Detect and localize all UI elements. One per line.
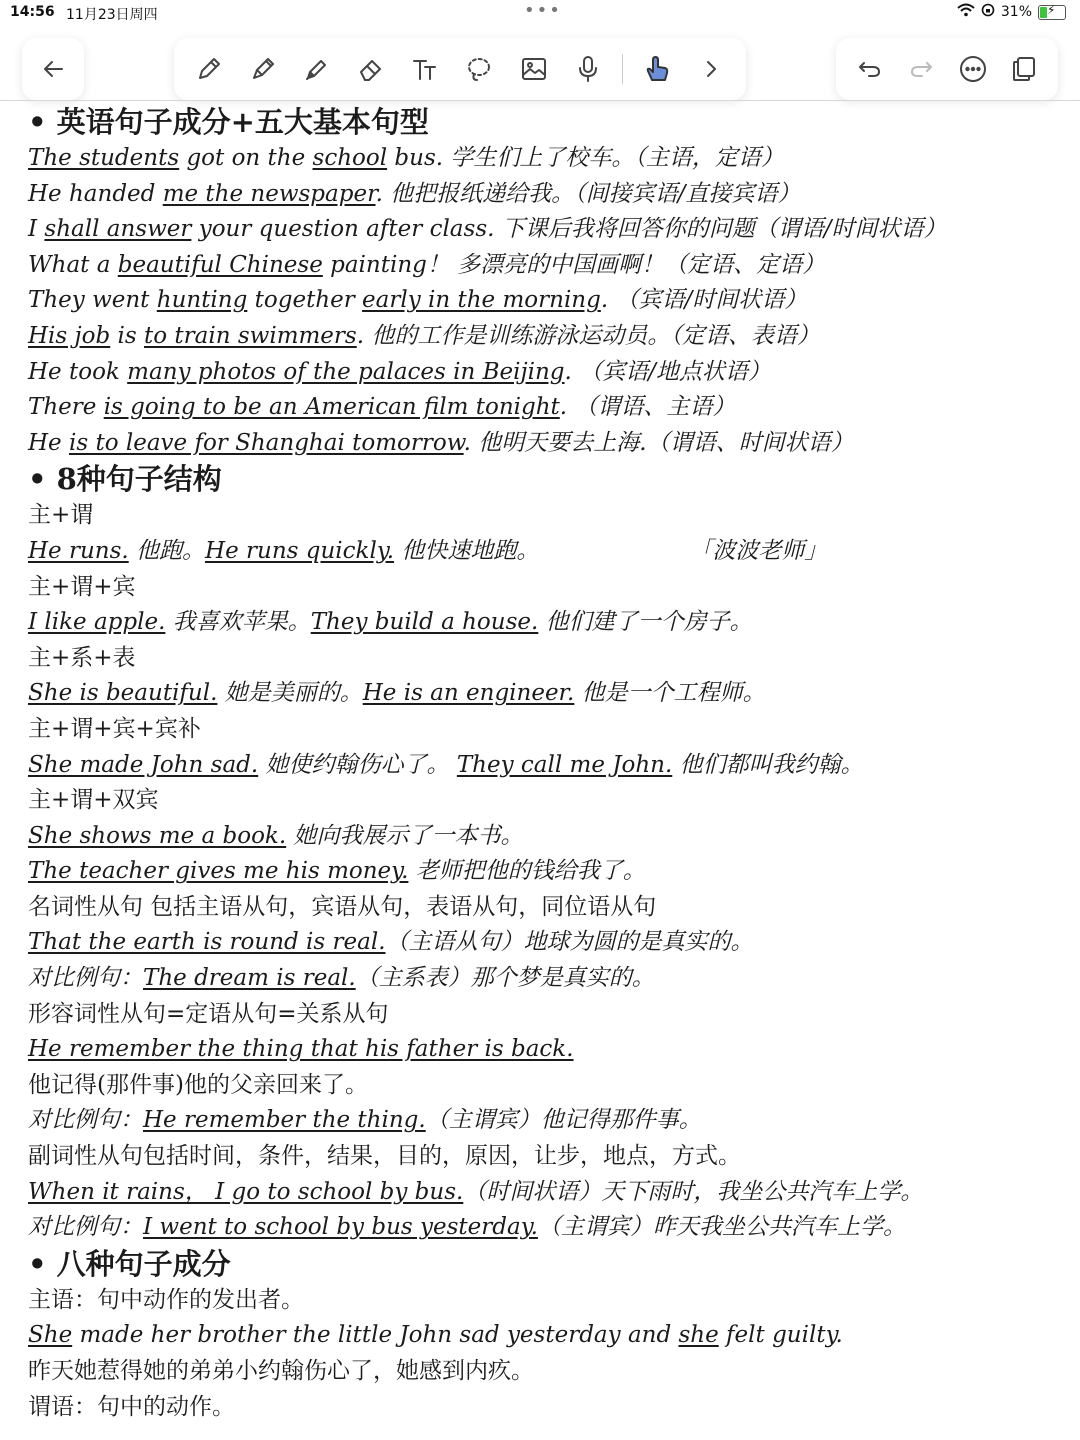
eraser-icon[interactable] [351, 49, 391, 89]
note-text: 主语：句中动作的发出者。 [28, 1286, 304, 1313]
note-line [28, 141, 1068, 177]
hand-touch-icon[interactable] [637, 49, 677, 89]
note-text: 主+谓+双宾 [28, 787, 159, 814]
note-text: （主语从句）地球为圆的是真实的。 [385, 929, 754, 956]
note-text: 对比例句： [28, 1214, 143, 1241]
drawing-tools-toolbar [174, 38, 746, 100]
note-text: He took [28, 358, 128, 385]
note-text: together [247, 287, 363, 314]
battery-icon [1038, 2, 1066, 20]
charging-bolt-icon: ⚡ [1047, 2, 1056, 17]
toolbar-separator [622, 54, 623, 84]
note-line [28, 1283, 1068, 1319]
note-line [28, 1318, 1068, 1354]
note-line [28, 961, 1068, 997]
note-line [28, 1068, 1068, 1104]
note-text: 主+系+表 [28, 644, 136, 671]
note-line [28, 783, 1068, 819]
note-line [28, 854, 1068, 890]
note-line [28, 1210, 1068, 1246]
underlined-text: I like apple. [28, 609, 166, 636]
note-text: • 八种句子成分 [28, 1246, 231, 1281]
status-right [957, 3, 1066, 21]
underlined-text: She shows me a book. [28, 822, 287, 849]
note-line [28, 283, 1068, 319]
note-line [28, 1032, 1068, 1068]
note-text: 她向我展示了一本书。 [286, 822, 524, 849]
note-text: 名词性从句 包括主语从句，宾语从句，表语从句，同位语从句 [28, 893, 657, 920]
note-line [28, 641, 1068, 677]
microphone-icon[interactable] [568, 49, 608, 89]
note-line [28, 890, 1068, 926]
note-line [28, 605, 1068, 641]
undo-icon[interactable] [850, 49, 890, 89]
underlined-text: She is beautiful. [28, 680, 218, 707]
note-text: bus. 学生们上了校车。（主语，定语） [387, 145, 784, 171]
note-text: made her brother the little John sad yesterday and [72, 1322, 679, 1349]
note-line [28, 997, 1068, 1033]
note-text: . 他把报纸递给我。（间接宾语/直接宾语） [375, 180, 801, 207]
note-text: . （谓语、主语） [559, 394, 736, 421]
note-text: • 英语句子成分+五大基本句型 [28, 105, 429, 139]
note-text: （主谓宾）他记得那件事。 [425, 1107, 702, 1134]
note-text: 他快速地跑。 [394, 537, 540, 564]
pencil-icon[interactable] [189, 49, 229, 89]
note-line [28, 319, 1068, 355]
note-text: They went [28, 287, 157, 314]
note-line [28, 748, 1068, 784]
note-line [28, 177, 1068, 213]
note-line [28, 390, 1068, 426]
highlighter-icon[interactable] [297, 49, 337, 89]
multitasking-dots-icon[interactable]: ••• [524, 0, 562, 21]
underlined-text: I went to school by bus yesterday. [143, 1214, 538, 1241]
note-text: painting！ 多漂亮的中国画啊！（定语、定语） [322, 251, 826, 278]
lasso-icon[interactable] [459, 49, 499, 89]
chevron-right-icon[interactable] [691, 49, 731, 89]
note-text: He [28, 429, 69, 456]
underlined-text: He runs quickly. [205, 537, 395, 564]
note-line [28, 1139, 1068, 1175]
note-text: 她使约翰伤心了。 [258, 751, 457, 778]
underlined-text: He runs. [28, 537, 129, 564]
underlined-text: to train swimmers [144, 322, 357, 349]
note-line [28, 570, 1068, 606]
note-line [28, 355, 1068, 391]
note-text: 他跑。 [128, 537, 206, 564]
note-text: . （宾语/时间状语） [600, 287, 808, 314]
note-text: 他是一个工程师。 [574, 680, 766, 707]
underlined-text: He is an engineer. [362, 680, 575, 707]
underlined-text: early in the morning [362, 287, 601, 314]
note-text: 他们都叫我约翰。 [672, 751, 864, 778]
underlined-text: When it rains， I go to school by bus. [28, 1178, 464, 1205]
note-text: （主谓宾）昨天我坐公共汽车上学。 [537, 1214, 906, 1241]
note-text: 老师把他的钱给我了。 [408, 858, 646, 885]
battery-percent: 31% [1000, 4, 1032, 20]
note-text: 主+谓 [28, 502, 94, 529]
note-text: 昨天她惹得她的弟弟小约翰伤心了，她感到内疚。 [28, 1358, 534, 1384]
note-text: （主系表）那个梦是真实的。 [355, 965, 655, 992]
note-line [28, 248, 1068, 284]
underlined-text: me the newspaper [162, 180, 376, 207]
note-line [28, 498, 1068, 534]
note-text: 对比例句： [28, 965, 143, 992]
underlined-text: He remember the thing that his father is back. [28, 1036, 574, 1063]
note-line [28, 1103, 1068, 1139]
handwritten-note[interactable] [28, 104, 1068, 1425]
underlined-text: They build a house. [310, 609, 539, 636]
arrow-left-icon[interactable] [33, 49, 73, 89]
note-line [28, 426, 1068, 462]
underlined-text: hunting [156, 287, 248, 314]
note-text: 他记得(那件事)他的父亲回来了。 [28, 1071, 368, 1098]
status-bar [0, 0, 1080, 28]
note-text: • 8种句子结构 [28, 462, 222, 497]
note-line [28, 1390, 1068, 1426]
note-text: . 他明天要去上海.（谓语、时间状语） [463, 429, 854, 456]
note-text: I [28, 216, 45, 243]
note-text: 她是美丽的。 [217, 680, 363, 707]
note-text: . （宾语/地点状语） [564, 358, 771, 385]
underlined-text: He remember the thing. [143, 1107, 426, 1134]
note-text: What a [28, 251, 118, 278]
underlined-text: The students [28, 145, 180, 171]
note-text: （时间状语）天下雨时，我坐公共汽车上学。 [463, 1178, 924, 1205]
underlined-text: His job [28, 322, 111, 349]
note-text: He handed [28, 180, 163, 207]
note-line [28, 1354, 1068, 1390]
note-line [28, 925, 1068, 961]
note-text: . 他的工作是训练游泳运动员。（定语、表语） [356, 322, 820, 349]
note-text: 他们建了一个房子。 [538, 609, 753, 636]
underlined-text: shall answer [44, 216, 192, 243]
note-text: 主+谓+宾 [28, 573, 136, 600]
redo-icon[interactable] [901, 49, 941, 89]
underlined-text: The teacher gives me his money. [28, 858, 409, 885]
underlined-text: many photos of the palaces in Beijing [127, 358, 565, 385]
battery-fill [1040, 7, 1047, 18]
pages-icon[interactable] [1004, 49, 1044, 89]
section-heading [28, 1246, 1068, 1283]
text-tool-icon[interactable] [405, 49, 445, 89]
note-text: your question after class. 下课后我将回答你的问题（谓语/时间状语） [191, 216, 947, 243]
wifi-icon [957, 3, 975, 21]
underlined-text: The dream is real. [143, 965, 356, 992]
note-text: There [28, 394, 104, 421]
note-text: felt guilty. [718, 1322, 843, 1349]
note-text: 主+谓+宾+宾补 [28, 715, 201, 742]
underlined-text: She made John sad. [28, 751, 259, 778]
note-text: got on the [179, 145, 313, 171]
note-line [28, 819, 1068, 855]
underlined-text: school [312, 145, 388, 171]
note-line [28, 712, 1068, 748]
note-text: 形容词性从句=定语从句=关系从句 [28, 1000, 389, 1027]
note-line [28, 212, 1068, 248]
underlined-text: is to leave for Shanghai tomorrow [68, 429, 464, 456]
section-heading [28, 104, 1068, 141]
toolbar-divider [0, 100, 1080, 101]
note-text: 我喜欢苹果。 [165, 609, 311, 636]
note-text: 「波波老师」 [689, 537, 828, 564]
underlined-text: That the earth is round is real. [28, 929, 386, 956]
note-line [28, 1175, 1068, 1211]
note-text: 副词性从句包括时间，条件，结果，目的，原因，让步，地点，方式。 [28, 1143, 741, 1170]
orientation-lock-icon [981, 3, 995, 21]
actions-toolbar [836, 38, 1058, 100]
note-line [28, 676, 1068, 712]
note-text: is [110, 322, 145, 349]
more-icon[interactable] [953, 49, 993, 89]
underlined-text: They call me John. [456, 751, 673, 778]
section-heading [28, 461, 1068, 498]
status-date: 11月23日周四 [66, 7, 158, 23]
note-line [28, 534, 1068, 570]
underlined-text: beautiful Chinese [117, 251, 323, 278]
image-icon[interactable] [514, 49, 554, 89]
pen-icon[interactable] [243, 49, 283, 89]
underlined-text: She [28, 1322, 73, 1349]
underlined-text: is going to be an American film tonight [103, 394, 560, 421]
back-toolbar [22, 38, 84, 100]
underlined-text: she [678, 1322, 719, 1349]
note-text: 谓语：句中的动作。 [28, 1393, 235, 1420]
status-time: 14:56 [10, 4, 55, 20]
note-text: 对比例句： [28, 1107, 143, 1134]
